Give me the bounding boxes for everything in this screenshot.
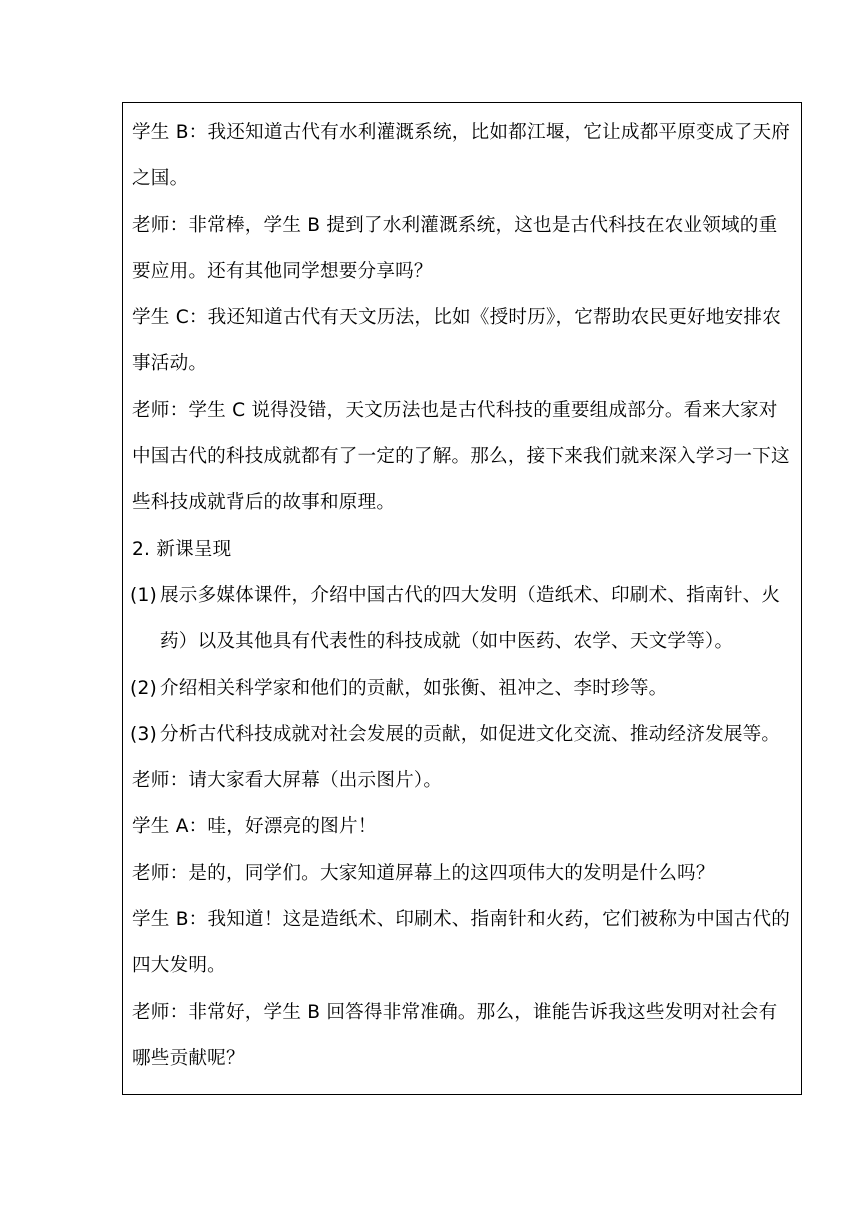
list-item (132, 712, 796, 758)
list-item-number: (2) (130, 677, 157, 699)
dialogue-line: 老师：请大家看大屏幕（出示图片）。 (132, 770, 443, 792)
paragraph-student-b: 学生 B：我还知道古代有水利灌溉系统，比如都江堰，它让成都平原变成了天府之国。 (132, 122, 791, 190)
dialogue-line: 学生 B：我知道！这是造纸术、印刷术、指南针和火药，它们被称为中国古代的四大发明。 (132, 909, 791, 977)
list-item (132, 666, 796, 712)
paragraph-student-c: 学生 C：我还知道古代有天文历法，比如《授时历》，它帮助农民更好地安排农事活动。 (132, 307, 781, 375)
dialogue-line: 老师：非常好，学生 B 回答得非常准确。那么，谁能告诉我这些发明对社会有哪些贡献呢？ (132, 1001, 778, 1069)
list-item-number: (1) (130, 584, 157, 606)
list-item (132, 573, 796, 666)
paragraph-teacher-2: 老师：学生 C 说得没错，天文历法也是古代科技的重要组成部分。看来大家对中国古代的科技成就都有了一定的了解。那么，接下来我们就来深入学习一下这些科技成就背后的故事和原理。 (132, 399, 790, 514)
list-item-text: 介绍相关科学家和他们的贡献，如张衡、祖冲之、李时珍等。 (160, 677, 668, 699)
list-item-text: 展示多媒体课件，介绍中国古代的四大发明（造纸术、印刷术、指南针、火药）以及其他具有代表性的科技成就（如中医药、农学、天文学等）。 (160, 584, 781, 653)
paragraph-teacher-1: 老师：非常棒，学生 B 提到了水利灌溉系统，这也是古代科技在农业领域的重要应用。还有其他同学想要分享吗？ (132, 214, 778, 282)
lesson-content (132, 110, 796, 1082)
dialogue-line: 老师：是的，同学们。大家知道屏幕上的这四项伟大的发明是什么吗？ (132, 862, 715, 884)
list-item-text: 分析古代科技成就对社会发展的贡献，如促进文化交流、推动经济发展等。 (160, 723, 781, 745)
dialogue-line: 学生 A：哇，好漂亮的图片！ (132, 816, 377, 838)
list-item-number: (3) (130, 723, 157, 745)
section-heading: 2. 新课呈现 (132, 538, 232, 560)
